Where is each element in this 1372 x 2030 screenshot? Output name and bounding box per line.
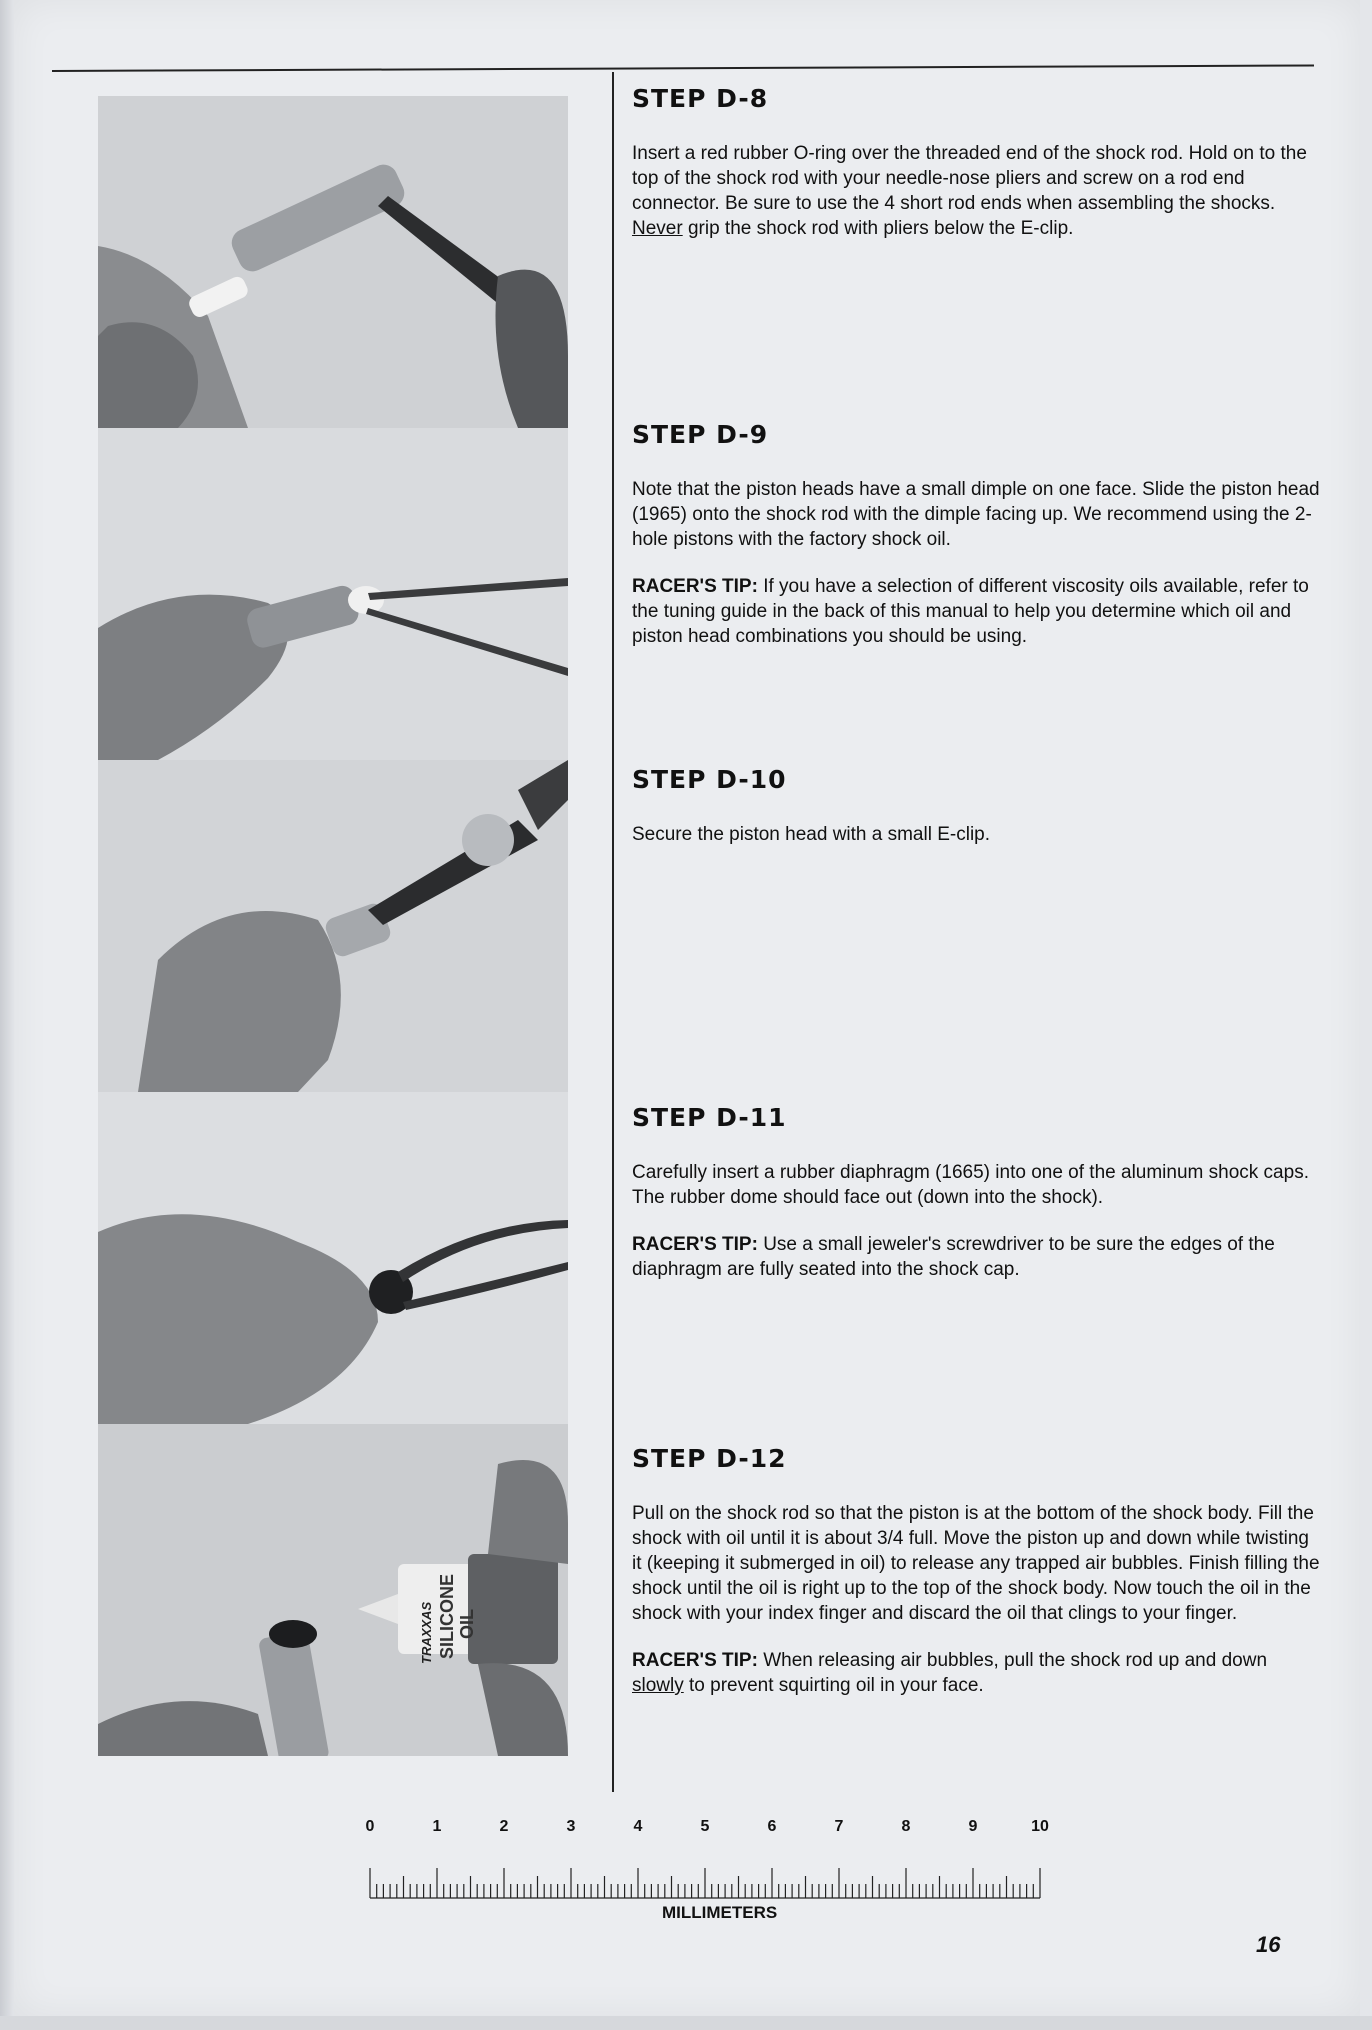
step-text: Carefully insert a rubber diaphragm (1665) into one of the aluminum shock caps. The rubber dome should face out (down into the shock). [632,1162,1309,1208]
ruler-number: 5 [700,1818,710,1835]
step-d8 [632,84,1322,263]
step-title: STEP D-9 [632,420,769,449]
ruler-number: 3 [566,1818,576,1835]
page-number: 16 [1256,1932,1281,1957]
ruler-number: 6 [767,1818,777,1835]
ruler-number: 9 [968,1818,978,1835]
tip-label: RACER'S TIP: [632,576,758,597]
page-bottom-edge [0,2016,1372,2030]
ruler-number: 7 [834,1818,844,1835]
step-title: STEP D-8 [632,84,769,113]
photo-step-d10 [98,760,568,1092]
step-text: Note that the piston heads have a small dimple on one face. Slide the piston head (1965) onto the shock rod with the dimple facing up. We recommend using the 2-hole pistons with the factory shock oil. [632,479,1320,550]
racers-tip [632,574,1322,649]
photo-step-d8 [98,96,568,428]
step-title: STEP D-12 [632,1444,787,1473]
tip-text: If you have a selection of different viscosity oils available, refer to the tuning guide in the back of this manual to help you determine which oil and piston head combinations you should be using. [632,576,1309,647]
ruler-number: 8 [901,1818,911,1835]
ruler-number: 2 [499,1818,509,1835]
ruler-unit-label: MILLIMETERS [662,1903,778,1922]
ruler-number: 4 [633,1818,643,1835]
bottle-label-line1: SILICONE [437,1573,457,1659]
step-d11 [632,1103,1322,1304]
step-d9 [632,420,1322,671]
photo-step-d12 [98,1424,568,1756]
ruler-number: 1 [432,1818,442,1835]
emphasis-never: Never [632,218,683,239]
step-text: Pull on the shock rod so that the piston is at the bottom of the shock body. Fill the shock with oil until it is about 3/4 full. Move the piston up and down while twisting it (keeping it submerged in oil) to release any trapped air bubbles. Finish filling the shock until the oil is right up to the top of the shock body. Now touch the oil in the shock with your index finger and discard the oil that clings to your finger. [632,1503,1320,1624]
step-d12 [632,1444,1322,1720]
tip-label: RACER'S TIP: [632,1650,758,1671]
tip-text: Use a small jeweler's screwdriver to be sure the edges of the diaphragm are fully seated into the shock cap. [632,1234,1275,1280]
step-text: Insert a red rubber O-ring over the threaded end of the shock rod. Hold on to the top of the shock rod with your needle-nose pliers and screw on a rod end connector. Be sure to use the 4 short rod ends when assembling the shocks. Never grip the shock rod with pliers below the E-clip. [632,143,1307,239]
ruler-number: 10 [1031,1818,1049,1835]
step-title: STEP D-10 [632,765,787,794]
racers-tip [632,1232,1322,1282]
column-divider [612,72,614,1792]
bottle-label-line2: OIL [457,1609,477,1639]
photo-step-d9 [98,428,568,760]
tip-label: RACER'S TIP: [632,1234,758,1255]
photo-column [98,96,572,1756]
racers-tip: RACER'S TIP: When releasing air bubbles, pull the shock rod up and down slowly to prevent squirting oil in your face. [632,1650,1268,1696]
emphasis-slowly: slowly [632,1675,684,1696]
ruler-number: 0 [365,1818,375,1835]
step-title: STEP D-11 [632,1103,787,1132]
bottle-brand: TRAXXAS [419,1601,434,1664]
photo-step-d11 [98,1092,568,1424]
binding-spine [0,0,14,2030]
millimeter-ruler [365,1818,1049,1922]
step-d10 [632,765,1322,869]
step-text: Secure the piston head with a small E-clip. [632,824,991,845]
